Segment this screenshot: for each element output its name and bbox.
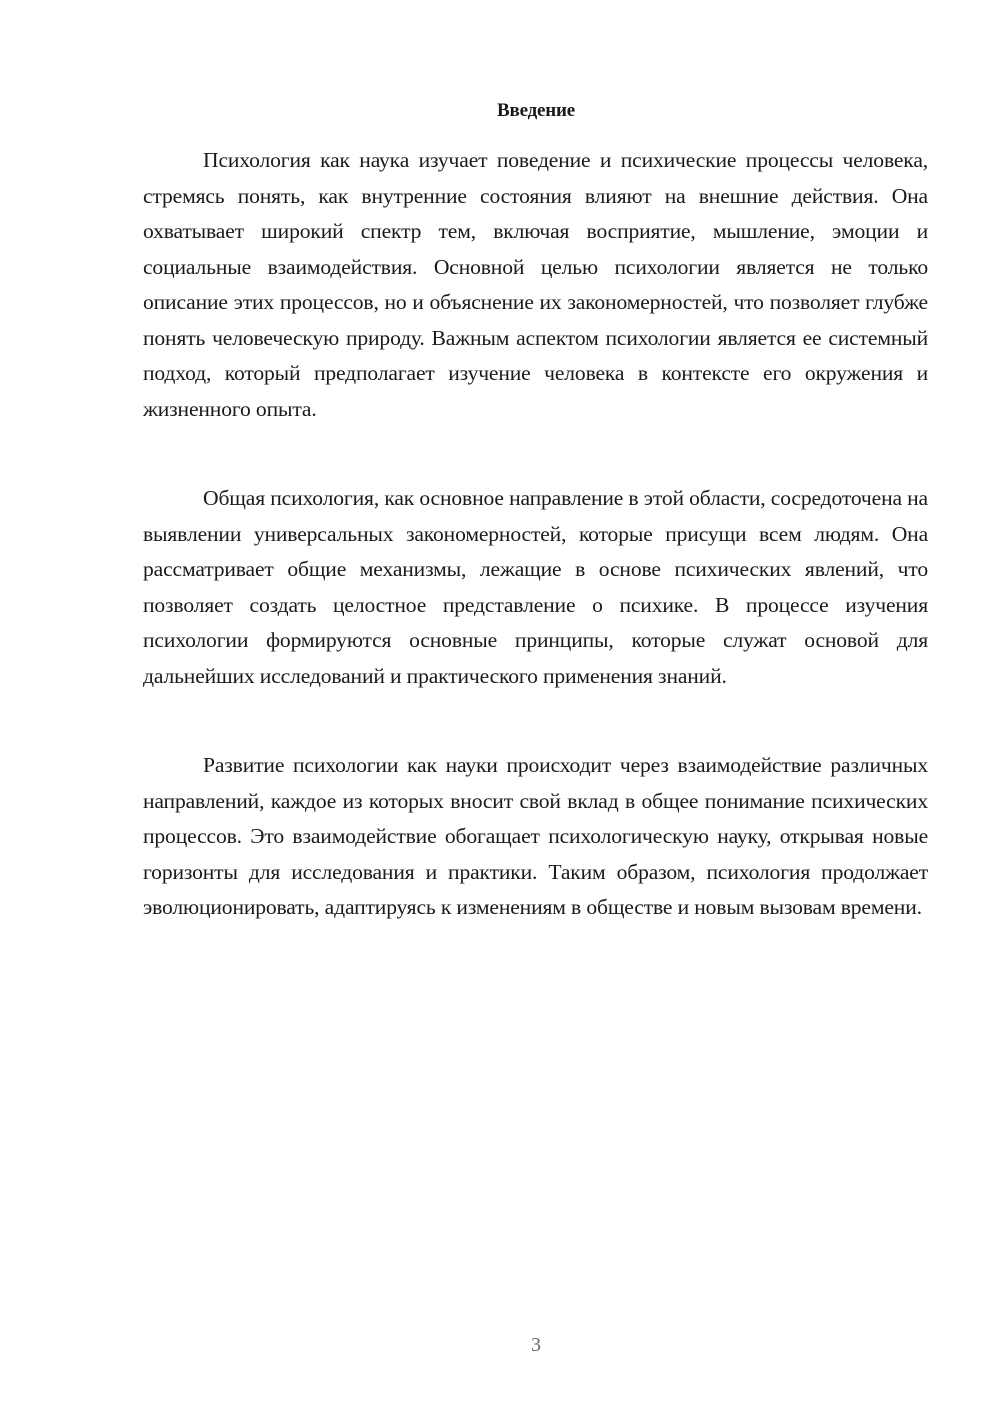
paragraph-introduction-1: Психология как наука изучает поведение и психические процессы человека, стремясь понять, как внутренние состояния влияют на внешние действия. Она охватывает широкий спектр тем, включая восприятие, мышление, эмоции и социальные взаимодействия. Основной целью психологии является не только описание этих процессов, но и объяснение их закономерностей, что позволяет глубже понять человеческую природу. Важным аспектом психологии является ее системный подход, который предполагает изучение человека в контексте его окружения и жизненного опыта. (143, 148, 928, 421)
paragraph-block-2 (143, 481, 928, 694)
paragraph-introduction-3: Развитие психологии как науки происходит через взаимодействие различных направлений, каждое из которых вносит свой вклад в общее понимание психических процессов. Это взаимодействие обогащает психологическую науку, открывая новые горизонты для исследования и практики. Таким образом, психология продолжает эволюционировать, адаптируясь к изменениям в обществе и новым вызовам времени. (143, 753, 928, 919)
section-heading: Введение (497, 100, 575, 121)
paragraph-block-3 (143, 748, 928, 926)
page-number: 3 (531, 1334, 541, 1356)
paragraph-block-1 (143, 143, 928, 427)
paragraph-introduction-2: Общая психология, как основное направление в этой области, сосредоточена на выявлении универсальных закономерностей, которые присущи всем людям. Она рассматривает общие механизмы, лежащие в основе психических явлений, что позволяет создать целостное представление о психике. В процессе изучения психологии формируются основные принципы, которые служат основой для дальнейших исследований и практического применения знаний. (143, 486, 928, 688)
